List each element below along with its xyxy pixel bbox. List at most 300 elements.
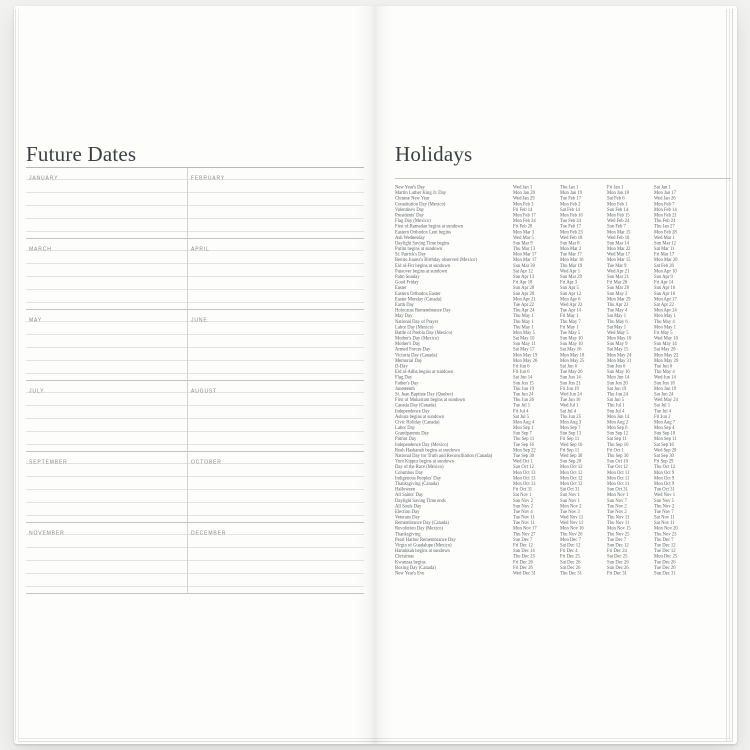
holiday-name: Ashura begins at sundown xyxy=(395,414,445,420)
ruled-line xyxy=(188,219,364,232)
holiday-date: Thu Mar 19 xyxy=(560,263,583,269)
holiday-date: Thu Jun 24 xyxy=(607,391,628,397)
holiday-date: Mon Oct 9 xyxy=(654,475,675,481)
holiday-date: Mon Mar 20 xyxy=(654,257,678,263)
holiday-date: Mon Aug 2 xyxy=(607,419,629,425)
holiday-date: Wed Oct 1 xyxy=(513,459,533,465)
holiday-date: Mon Sep 11 xyxy=(654,436,677,442)
holiday-date: Sat Jun 6 xyxy=(560,364,578,369)
ruled-line xyxy=(26,290,187,303)
ruled-line xyxy=(26,406,187,419)
month-label: JANUARY xyxy=(29,175,59,181)
holiday-name: Flag Day (Mexico) xyxy=(395,218,431,224)
holiday-date: Sat Sep 11 xyxy=(607,436,627,442)
ruled-line xyxy=(188,361,364,374)
holiday-date: Mon Mar 2 xyxy=(560,246,582,252)
holiday-name: Rosh Hashanah begins at sundown xyxy=(395,447,460,453)
holiday-date: Thu Sep 30 xyxy=(607,453,629,459)
holiday-date: Sat Jul 1 xyxy=(654,403,671,409)
month-section-january xyxy=(26,168,188,239)
month-label: OCTOBER xyxy=(191,459,222,465)
holiday-date: Mon Oct 13 xyxy=(513,470,536,476)
holiday-date: Mon May 5 xyxy=(513,330,535,336)
holiday-date: Wed Apr 21 xyxy=(607,268,630,274)
holiday-date: Wed Apr 22 xyxy=(560,302,583,308)
holiday-date: Tue Jun 24 xyxy=(513,391,534,397)
month-row xyxy=(26,381,364,452)
holiday-name: D-Day xyxy=(395,364,408,369)
holiday-date: Sat Sep 30 xyxy=(654,453,674,459)
holiday-date: Fri Mar 17 xyxy=(654,252,675,258)
holiday-date: Mon Apr 21 xyxy=(513,296,536,302)
holiday-date: Fri Jun 6 xyxy=(513,369,530,375)
holiday-date: Mon Aug 3 xyxy=(560,419,582,425)
holiday-date: Mon Aug 4 xyxy=(513,419,535,425)
holiday-date: Sun Oct 12 xyxy=(513,464,534,470)
holiday-date: Sun Apr 20 xyxy=(513,285,535,291)
holiday-name: Valentine's Day xyxy=(395,207,425,213)
holiday-name: Easter xyxy=(395,285,407,291)
holiday-date: Thu Sep 11 xyxy=(513,436,535,442)
holiday-date: Mon Apr 10 xyxy=(654,268,677,274)
holiday-date: Sun Jun 6 xyxy=(607,364,626,369)
holiday-date: Sun May 14 xyxy=(654,341,677,347)
holiday-date: Sat Jun 24 xyxy=(654,391,674,397)
ruled-line xyxy=(188,477,364,490)
month-section-may xyxy=(26,310,188,381)
holiday-name: Juneteenth xyxy=(395,386,415,392)
holiday-date: Sat Jan 1 xyxy=(654,185,671,190)
holiday-name: Boxing Day (Canada) xyxy=(395,565,436,571)
holiday-date: Wed Jun 14 xyxy=(654,375,676,381)
holiday-date: Sun Sep 7 xyxy=(513,431,532,437)
holiday-date: Thu Jun 26 xyxy=(513,397,534,403)
holiday-date: Mon Feb 7 xyxy=(654,201,675,207)
holiday-date: Sun Nov 2 xyxy=(513,503,533,509)
holiday-date: Thu Dec 31 xyxy=(560,570,582,576)
holiday-date: Thu Nov 11 xyxy=(607,515,630,521)
holidays-title-rule xyxy=(395,178,731,179)
holiday-date: Sun Dec 26 xyxy=(607,559,629,565)
holiday-date: Mon Jan 20 xyxy=(513,190,535,196)
holiday-date: Tue Nov 11 xyxy=(513,515,535,521)
holiday-date: Sat May 20 xyxy=(654,347,676,353)
holiday-date: Tue Nov 2 xyxy=(607,503,627,509)
holiday-date: Sun Apr 13 xyxy=(513,274,535,280)
holiday-date: Sun Mar 30 xyxy=(513,263,535,269)
holiday-date: Thu Dec 7 xyxy=(654,537,674,543)
holiday-date: Fri Dec 25 xyxy=(560,554,580,560)
month-label: FEBRUARY xyxy=(191,175,226,181)
ruled-line xyxy=(188,574,364,587)
holiday-date: Tue Feb 17 xyxy=(560,196,582,202)
holiday-date: Thu May 7 xyxy=(560,319,581,325)
holiday-date: Sat Apr 22 xyxy=(654,302,674,308)
holiday-date: Mon Nov 17 xyxy=(513,526,537,532)
holiday-name: Victoria Day (Canada) xyxy=(395,352,438,358)
holiday-date: Tue Apr 14 xyxy=(560,308,582,314)
holiday-date: Mon Jan 17 xyxy=(654,190,676,196)
ruled-line xyxy=(26,477,187,490)
holiday-date: Sun Apr 16 xyxy=(654,285,676,291)
holiday-name: Election Day xyxy=(395,509,420,515)
month-label: DECEMBER xyxy=(191,530,227,536)
holiday-name: Daylight Saving Time begins xyxy=(395,240,450,246)
holiday-name: Mother's Day xyxy=(395,341,421,347)
holiday-date: Fri Jun 6 xyxy=(513,364,530,369)
holiday-date: Mon Feb 2 xyxy=(560,201,581,207)
month-section-july xyxy=(26,381,188,452)
holiday-name: Daylight Saving Time ends xyxy=(395,498,446,504)
holiday-date: Sun Sep 10 xyxy=(654,431,676,437)
holiday-name: Independence Day xyxy=(395,408,430,414)
ruled-line xyxy=(26,348,187,361)
holiday-date: Thu Feb 24 xyxy=(654,218,676,224)
holiday-name: Eastern Orthodox Lent begins xyxy=(395,229,451,235)
holiday-name: Holocaust Remembrance Day xyxy=(395,308,451,314)
month-label: APRIL xyxy=(191,246,210,252)
holiday-date: Sat Sep 16 xyxy=(654,442,674,448)
holiday-date: Mon May 31 xyxy=(607,358,632,364)
holiday-date: Sat Oct 31 xyxy=(560,487,580,493)
holiday-name: Mother's Day (Mexico) xyxy=(395,336,439,342)
holiday-name: Revolution Day (Mexico) xyxy=(395,526,444,532)
month-label: JUNE xyxy=(191,317,208,323)
holiday-date: Mon Mar 29 xyxy=(607,296,631,302)
holiday-date: Mon Sep 6 xyxy=(607,425,628,431)
holiday-date: Mon Feb 21 xyxy=(654,212,677,218)
holiday-date: Mon Aug 7 xyxy=(654,419,676,425)
holiday-date: Mon Feb 28 xyxy=(654,229,677,235)
holiday-name: Hanukkah begins at sundown xyxy=(395,548,450,554)
holiday-date: Mon Feb 3 xyxy=(513,201,534,207)
holiday-date: Mon Feb 15 xyxy=(607,212,630,218)
holiday-name: Indigenous Peoples' Day xyxy=(395,475,442,481)
holiday-name: Flag Day xyxy=(395,375,413,381)
ruled-line xyxy=(26,277,187,290)
holiday-date: Mon Feb 23 xyxy=(560,229,583,235)
holiday-date: Fri Apr 14 xyxy=(654,280,674,286)
holiday-date: Sat Jun 5 xyxy=(607,397,625,403)
holiday-date: Fri Dec 31 xyxy=(607,570,627,576)
month-label-row xyxy=(188,523,364,535)
holiday-date: Sun Apr 16 xyxy=(654,291,676,297)
holiday-date: Sun Apr 5 xyxy=(560,285,579,291)
holiday-name: Earth Day xyxy=(395,302,414,308)
holiday-name: All Saints' Day xyxy=(395,492,424,498)
ruled-line xyxy=(26,490,187,503)
holiday-date: Thu Apr 24 xyxy=(513,308,535,314)
holiday-name: Virgin of Guadalupe (Mexico) xyxy=(395,543,452,548)
holiday-date: Mon Oct 12 xyxy=(560,464,583,470)
holiday-date: Mon Nov 1 xyxy=(607,492,629,498)
holiday-name: Columbus Day xyxy=(395,470,424,476)
holiday-name: Battle of Puebla Day (Mexico) xyxy=(395,330,453,336)
holiday-date: Wed Jan 29 xyxy=(513,196,535,202)
holiday-date: Wed Jan 26 xyxy=(654,196,676,202)
holiday-date: Fri Jan 1 xyxy=(607,185,624,190)
holiday-date: Wed Mar 5 xyxy=(513,235,534,241)
holiday-date: Sun Dec 12 xyxy=(607,543,629,548)
month-section-december xyxy=(188,523,364,594)
holiday-date: Mon May 18 xyxy=(560,352,585,358)
holiday-date: Sat May 16 xyxy=(560,347,582,353)
holiday-date: Sun May 2 xyxy=(607,291,628,297)
holiday-date: Mon Oct 11 xyxy=(607,481,630,487)
holiday-date: Thu May 1 xyxy=(513,313,534,319)
holiday-name: Armed Forces Day xyxy=(395,347,431,353)
holiday-date: Wed May 5 xyxy=(607,330,629,336)
holiday-date: Mon Dec 7 xyxy=(560,537,581,543)
month-row xyxy=(26,452,364,523)
future-dates-grid xyxy=(26,167,364,594)
holiday-date: Sat Nov 1 xyxy=(513,492,532,498)
ruled-line xyxy=(188,335,364,348)
holiday-date: Sat Feb 14 xyxy=(560,207,580,213)
holiday-name: First of Ramadan begins at sundown xyxy=(395,224,464,230)
holiday-date: Fri Apr 3 xyxy=(560,280,578,286)
holiday-date: Fri Dec 4 xyxy=(560,548,578,554)
month-label: MARCH xyxy=(29,246,52,252)
holiday-name: Independence Day (Mexico) xyxy=(395,442,449,448)
holiday-name: Good Friday xyxy=(395,280,419,286)
holiday-date: Sat Dec 25 xyxy=(607,554,628,560)
ruled-line xyxy=(26,561,187,574)
holiday-date: Tue Nov 7 xyxy=(654,509,674,515)
holiday-date: Thu Nov 2 xyxy=(654,503,675,509)
holiday-date: Sat Dec 12 xyxy=(560,543,581,548)
holiday-date: Tue Dec 26 xyxy=(654,559,676,565)
ruled-line xyxy=(188,348,364,361)
holiday-date: Wed Sep 30 xyxy=(560,453,583,459)
holiday-date: Sun Sep 12 xyxy=(607,431,629,437)
ruled-line xyxy=(188,193,364,206)
month-section-august xyxy=(188,381,364,452)
holiday-name: Constitution Day (Mexico) xyxy=(395,201,446,207)
holiday-date: Sat Dec 26 xyxy=(560,565,581,571)
holiday-name: Civic Holiday (Canada) xyxy=(395,419,440,425)
holiday-date: Sun Mar 9 xyxy=(513,240,533,246)
holiday-date: Tue Dec 7 xyxy=(607,537,627,543)
holiday-name: Eid al-Fitr begins at sundown xyxy=(395,263,451,269)
holiday-name: St. Patrick's Day xyxy=(395,252,426,258)
holiday-date: Mon Jun 19 xyxy=(654,386,677,392)
holiday-date: Sat Apr 12 xyxy=(513,268,533,274)
holiday-date: Sun Sep 13 xyxy=(560,431,582,437)
month-label-row xyxy=(26,381,187,393)
holiday-date: Wed Feb 24 xyxy=(607,218,630,224)
holiday-date: Thu Jan 27 xyxy=(654,224,675,230)
holiday-date: Sat Feb 26 xyxy=(654,263,674,269)
holiday-date: Sun Feb 7 xyxy=(607,224,626,230)
holiday-date: Tue Mar 17 xyxy=(560,252,582,258)
holiday-date: Tue May 26 xyxy=(560,369,583,375)
holiday-date: Sat Jun 14 xyxy=(513,375,533,381)
holiday-name: Passover begins at sundown xyxy=(395,268,448,274)
holiday-date: Fri Jul 4 xyxy=(513,408,529,414)
month-label: SEPTEMBER xyxy=(29,459,68,465)
holidays-table xyxy=(395,185,745,577)
holiday-date: Thu May 1 xyxy=(513,324,534,330)
holiday-name: Veterans Day xyxy=(395,515,420,521)
holiday-row xyxy=(395,571,745,577)
holiday-name: Eid al-Adha begins at sundown xyxy=(395,369,454,375)
holiday-name: Yom Kippur begins at sundown xyxy=(395,459,454,465)
holiday-date: Wed Jun 24 xyxy=(560,391,582,397)
holiday-date: Sat Feb 6 xyxy=(607,196,625,202)
holiday-date: Fri Jun 2 xyxy=(654,414,671,420)
holiday-date: Sun Dec 7 xyxy=(513,537,533,543)
holiday-name: Purim begins at sundown xyxy=(395,246,443,252)
month-row xyxy=(26,523,364,594)
holiday-date: Thu Dec 25 xyxy=(513,554,535,560)
holiday-date: Sun Apr 9 xyxy=(654,274,673,280)
holiday-date: Tue Nov 4 xyxy=(513,509,533,515)
holiday-date: Sun Nov 2 xyxy=(513,498,533,504)
holiday-date: Sat Jul 5 xyxy=(513,414,530,420)
holiday-date: Mon Oct 11 xyxy=(607,470,630,476)
holiday-date: Mon Oct 12 xyxy=(560,481,583,487)
holiday-date: Sat May 10 xyxy=(513,336,535,342)
holiday-date: Mon Jan 19 xyxy=(560,190,582,196)
holiday-name: Christmas xyxy=(395,554,414,560)
holiday-date: Sun Nov 5 xyxy=(654,498,674,504)
ruled-line xyxy=(26,219,187,232)
holidays-title: Holidays xyxy=(395,142,473,166)
holiday-date: Tue Dec 12 xyxy=(654,543,676,548)
holiday-date: Tue May 5 xyxy=(560,330,581,336)
holiday-name: Ash Wednesday xyxy=(395,235,425,241)
holiday-date: Mon Sep 22 xyxy=(513,447,536,453)
holiday-date: Tue Oct 12 xyxy=(607,464,628,470)
holiday-date: Sun Dec 26 xyxy=(607,565,629,571)
holiday-name: Remembrance Day (Canada) xyxy=(395,520,449,526)
holiday-name: National Day for Truth and Reconciliation (Canada) xyxy=(395,453,493,459)
holiday-date: Sun Apr 20 xyxy=(513,291,535,297)
holiday-name: First of Muharram begins at sundown xyxy=(395,397,466,403)
holiday-date: Tue May 4 xyxy=(607,308,628,314)
month-label-row xyxy=(188,310,364,322)
holiday-date: Sun Apr 12 xyxy=(560,291,582,297)
holiday-date: Mon Nov 20 xyxy=(654,526,678,532)
holiday-date: Fri Dec 26 xyxy=(513,565,533,571)
holiday-name: Halloween xyxy=(395,487,416,493)
holiday-date: Wed Feb 10 xyxy=(607,235,630,241)
holiday-date: Mon May 1 xyxy=(654,324,676,330)
holiday-date: Fri Dec 24 xyxy=(607,548,627,554)
month-label-row xyxy=(188,239,364,251)
holiday-name: May Day xyxy=(395,313,413,319)
holiday-date: Mon May 29 xyxy=(654,358,679,364)
ruled-line xyxy=(188,264,364,277)
ruled-line xyxy=(26,264,187,277)
holiday-date: Sun Jun 21 xyxy=(560,380,581,386)
future-dates-title: Future Dates xyxy=(26,142,137,166)
holiday-date: Thu May 4 xyxy=(654,369,675,375)
holiday-date: Fri May 5 xyxy=(654,330,673,336)
ruled-line xyxy=(188,419,364,432)
holiday-name: Father's Day xyxy=(395,380,419,386)
holiday-name: National Day of Prayer xyxy=(395,319,439,325)
ruled-line xyxy=(188,290,364,303)
ruled-line xyxy=(26,574,187,587)
holiday-date: Mon Oct 9 xyxy=(654,470,675,476)
holiday-date: Thu May 6 xyxy=(607,319,628,325)
holiday-date: Fri Jun 19 xyxy=(560,386,579,392)
holiday-date: Sun Feb 14 xyxy=(607,207,629,213)
holiday-date: Tue Jun 16 xyxy=(560,397,581,403)
month-label-row xyxy=(188,168,364,180)
holiday-date: Sun Jun 14 xyxy=(560,375,581,381)
holiday-date: Sun Nov 1 xyxy=(560,492,580,498)
ruled-line xyxy=(188,206,364,219)
holiday-date: Fri Sep 29 xyxy=(654,459,674,465)
holiday-date: Tue Sep 16 xyxy=(513,442,535,448)
holiday-date: Sat May 15 xyxy=(607,347,629,353)
holiday-name: Easter Monday (Canada) xyxy=(395,296,442,302)
month-section-april xyxy=(188,239,364,310)
holiday-name: Labor Day (Mexico) xyxy=(395,324,434,330)
holiday-name: Labor Day xyxy=(395,425,416,431)
holiday-date: Wed Sep 20 xyxy=(654,447,677,453)
holiday-date: Mon Mar 3 xyxy=(513,229,535,235)
holiday-date: Mon Oct 11 xyxy=(607,475,630,481)
holiday-date: Tue Apr 22 xyxy=(513,302,535,308)
holiday-name: New Year's Day xyxy=(395,185,425,190)
ruled-line xyxy=(26,419,187,432)
holiday-date: Mon Mar 15 xyxy=(607,257,631,263)
holiday-date: Mon May 1 xyxy=(654,313,676,319)
ruled-line xyxy=(188,406,364,419)
holiday-date: Sat Jun 19 xyxy=(607,386,627,392)
month-label-row xyxy=(26,168,187,180)
month-section-march xyxy=(26,239,188,310)
holiday-name: Presidents' Day xyxy=(395,212,424,218)
holiday-date: Sat Mar 11 xyxy=(654,246,675,252)
holiday-date: Tue Jun 6 xyxy=(654,364,673,369)
holiday-date: Mon Sep 7 xyxy=(560,425,581,431)
holiday-date: Mon Oct 13 xyxy=(513,481,536,487)
month-label-row xyxy=(188,381,364,393)
holiday-name: Kwanzaa begins xyxy=(395,559,426,565)
month-label-row xyxy=(26,310,187,322)
holiday-date: Tue Oct 31 xyxy=(654,487,675,493)
holiday-date: Sun Oct 10 xyxy=(607,459,628,465)
ruled-line xyxy=(26,193,187,206)
holiday-date: Fri Feb 14 xyxy=(513,207,533,213)
holiday-date: Wed Jul 1 xyxy=(560,403,579,409)
holiday-date: Sun Sep 20 xyxy=(560,459,582,465)
month-section-february xyxy=(188,168,364,239)
holiday-name: Grandparents Day xyxy=(395,431,429,437)
holiday-date: Fri Sep 11 xyxy=(560,436,580,442)
holiday-date: Sun Mar 29 xyxy=(560,274,582,280)
holiday-date: Mon Oct 13 xyxy=(513,475,536,481)
holiday-date: Mon Jun 14 xyxy=(607,414,630,420)
holiday-date: Thu Apr 22 xyxy=(607,302,629,308)
holiday-date: Wed Sep 16 xyxy=(560,442,583,448)
holiday-date: Sat Dec 26 xyxy=(560,559,581,565)
holiday-name: Thanksgiving (Canada) xyxy=(395,481,439,487)
holiday-date: Wed Nov 11 xyxy=(560,520,584,526)
holiday-date: Tue Sep 30 xyxy=(513,453,535,459)
holiday-name: All Souls Day xyxy=(395,503,422,509)
holiday-date: Mon Oct 12 xyxy=(560,475,583,481)
holiday-date: Sun Mar 14 xyxy=(607,240,629,246)
holiday-name: Eastern Orthodox Easter xyxy=(395,291,441,297)
month-row xyxy=(26,310,364,381)
holiday-name: Martin Luther King Jr. Day xyxy=(395,190,446,196)
